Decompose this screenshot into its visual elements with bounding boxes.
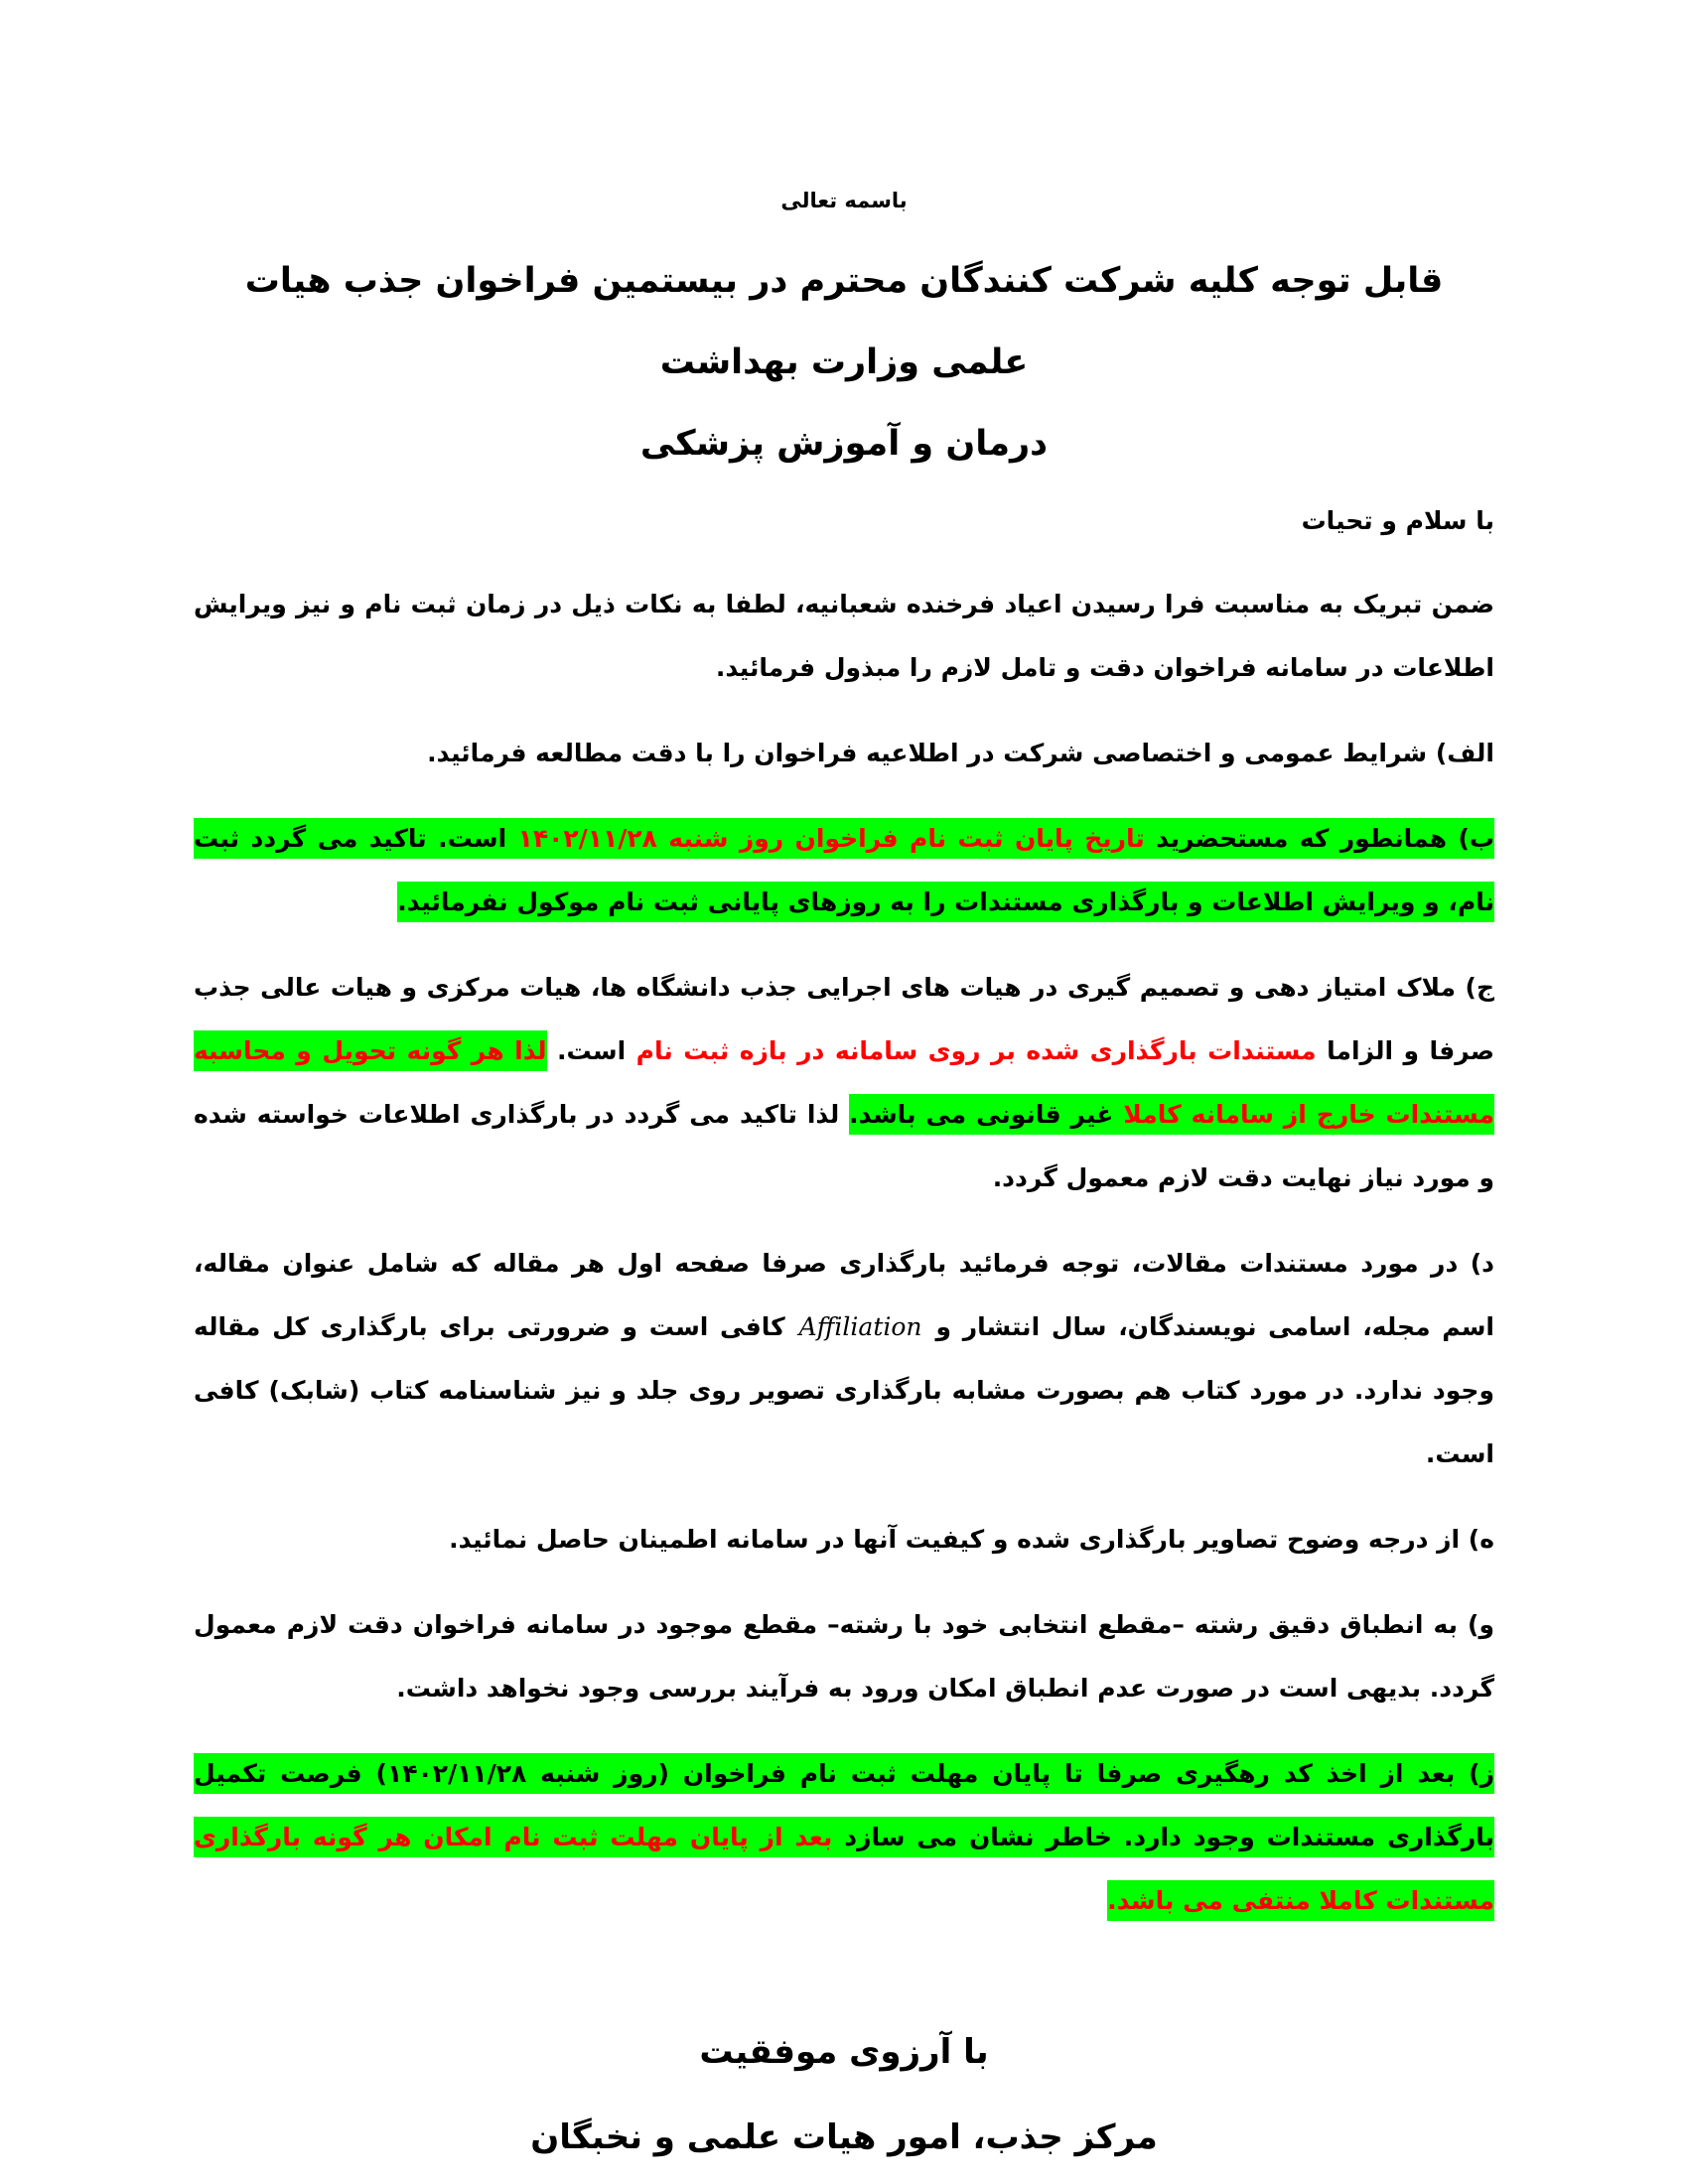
item-jim-text-1: ج) ملاک امتیاز دهی و تصمیم گیری در هیات های اجرایی جذب دانشگاه ها، هیات مرکزی و هیات عالی جذب صرفا و الزاما <box>194 973 1494 1065</box>
item-be-highlight <box>194 818 1494 922</box>
item-jim <box>194 956 1494 1210</box>
greeting: با سلام و تحیات <box>1301 506 1494 535</box>
item-alef: الف) شرایط عمومی و اختصاصی شرکت در اطلاعیه فراخوان را با دقت مطالعه فرمائید. <box>427 739 1494 767</box>
item-dal-affiliation: Affiliation <box>798 1312 922 1341</box>
item-ze-emphasis: بعد از پایان مهلت ثبت نام امکان هر گونه بارگذاری مستندات کاملا منتفی می باشد. <box>194 1823 1494 1915</box>
item-ze-text-1: ز) بعد از اخذ کد رهگیری صرفا تا پایان مهلت ثبت نام فراخوان (روز شنبه ۱۴۰۲/۱۱/۲۸) فرصت تکمیل بارگذاری مستندات وجود دارد. خاطر نشان می سازد <box>194 1759 1495 1851</box>
signature: مرکز جذب، امور هیات علمی و نخبگان <box>530 2117 1158 2157</box>
item-be-deadline: تاریخ پایان ثبت نام فراخوان روز شنبه ۱۴۰۲/۱۱/۲۸ <box>517 824 1145 853</box>
title-line-1: قابل توجه کلیه شرکت کنندگان محترم در بیستمین فراخوان جذب هیات علمی وزارت بهداشت <box>244 261 1444 382</box>
item-be-text-2: است. تاکید می گردد ثبت نام، و ویرایش اطلاعات و بارگذاری مستندات را به روزهای پایانی ثبت نام موکول نفرمائید. <box>194 824 1494 916</box>
intro-paragraph: ضمن تبریک به مناسبت فرا رسیدن اعیاد فرخنده شعبانیه، لطفا به نکات ذیل در زمان ثبت نام و نیز ویرایش اطلاعات در سامانه فراخوان دقت و تامل لازم را مبذول فرمائید. <box>194 590 1494 682</box>
item-ze <box>194 1742 1494 1933</box>
item-jim-text-3: لذا تاکید می گردد در بارگذاری اطلاعات خواسته شده و مورد نیاز نهایت دقت لازم معمول گردد. <box>194 1100 1494 1192</box>
item-vav: و) به انطباق دقیق رشته –مقطع انتخابی خود با رشته– مقطع موجود در سامانه فراخوان دقت لازم معمول گردد. بدیهی است در صورت عدم انطباق امکان ورود به فرآیند بررسی وجود نخواهد داشت. <box>194 1610 1494 1703</box>
item-jim-illegal: غیر قانونی می باشد. <box>849 1100 1124 1129</box>
title-line-2: درمان و آموزش پزشکی <box>639 424 1049 464</box>
item-he: ه) از درجه وضوح تصاویر بارگذاری شده و کیفیت آنها در سامانه اطمینان حاصل نمائید. <box>449 1525 1494 1554</box>
item-be-text-1: ب) همانطور که مستحضرید <box>1144 824 1494 853</box>
item-dal-text-2: کافی است و ضرورتی برای بارگذاری کل مقاله وجود ندارد. در مورد کتاب هم بصورت مشابه بارگذاری تصویر روی جلد و نیز شناسنامه کتاب (شابک) کافی است. <box>194 1312 1494 1468</box>
item-jim-text-2: است. <box>546 1036 636 1065</box>
item-be <box>194 807 1494 934</box>
letter-page <box>194 189 1494 2157</box>
invocation-heading: باسمه تعالی <box>780 189 908 212</box>
item-jim-emphasis-1: مستندات بارگذاری شده بر روی سامانه در بازه ثبت نام <box>635 1036 1317 1065</box>
item-ze-highlight <box>194 1753 1494 1921</box>
item-dal-text-1: د) در مورد مستندات مقالات، توجه فرمائید بارگذاری صرفا صفحه اول هر مقاله که شامل عنوان مقاله، اسم مجله، اسامی نویسندگان، سال انتشار و <box>194 1249 1495 1341</box>
closing-wish: با آرزوی موفقیت <box>699 2032 989 2072</box>
item-jim-emphasis-2: لذا هر گونه تحویل و محاسبه مستندات خارج از سامانه کاملا <box>194 1036 1495 1129</box>
item-dal <box>194 1232 1494 1486</box>
letter-title <box>194 240 1494 484</box>
